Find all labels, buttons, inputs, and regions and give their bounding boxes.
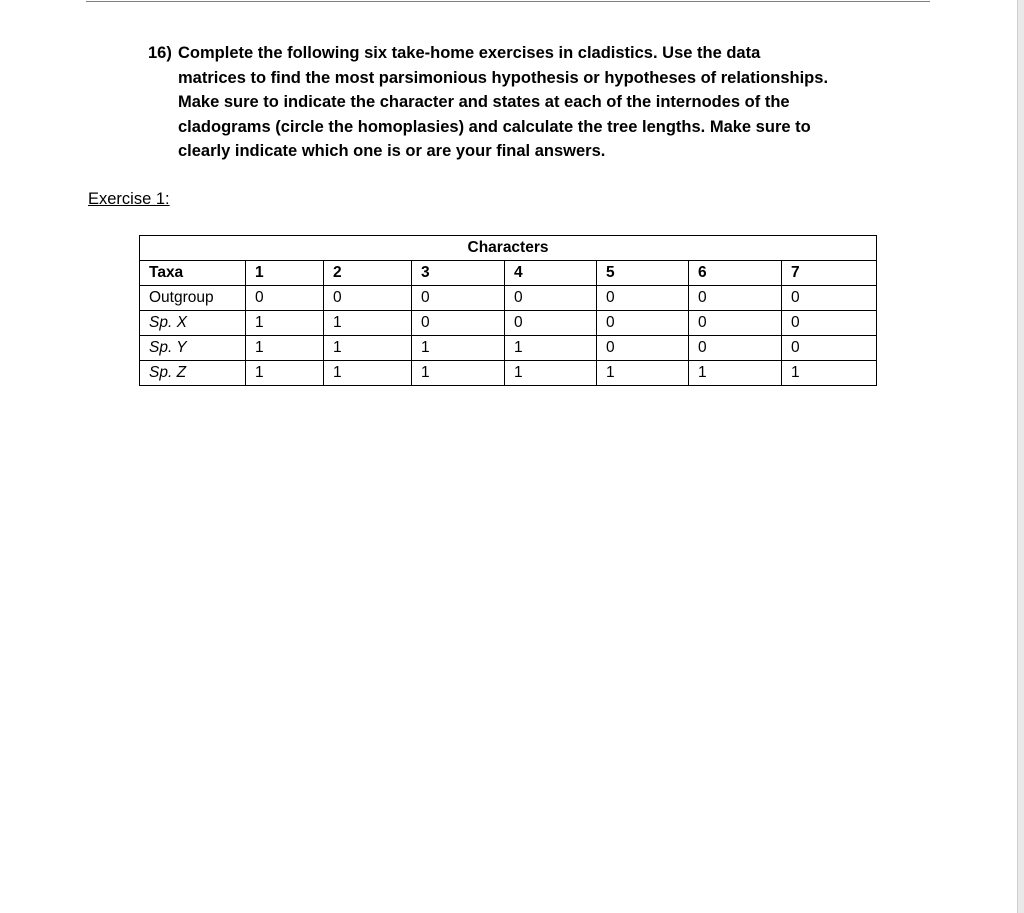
characters-header: Characters <box>140 236 877 261</box>
table-cell: 1 <box>782 361 877 386</box>
table-row-sp-x <box>140 311 877 336</box>
table-cell: 0 <box>505 286 597 311</box>
taxon-name: Sp. Y <box>140 336 246 361</box>
table-row-sp-y <box>140 336 877 361</box>
page-edge <box>1017 0 1024 913</box>
table-cell: 1 <box>324 361 412 386</box>
column-header: 7 <box>782 261 877 286</box>
column-header: 5 <box>597 261 689 286</box>
table-cell: 1 <box>412 361 505 386</box>
column-header: 4 <box>505 261 597 286</box>
top-rule <box>86 1 930 2</box>
table-cell: 0 <box>505 311 597 336</box>
question-line-2: matrices to find the most parsimonious hypothesis or hypotheses of relationships. <box>178 68 829 87</box>
table-cell: 1 <box>505 361 597 386</box>
table-cell: 0 <box>782 336 877 361</box>
table-cell: 0 <box>597 286 689 311</box>
table-cell: 1 <box>246 361 324 386</box>
question-number: 16) <box>148 44 172 62</box>
column-header: 3 <box>412 261 505 286</box>
table-cell: 1 <box>689 361 782 386</box>
table-cell: 1 <box>324 336 412 361</box>
table-cell: 0 <box>689 286 782 311</box>
table-cell: 1 <box>412 336 505 361</box>
character-matrix-table <box>139 235 877 386</box>
table-header-row <box>140 261 877 286</box>
question-line-1 <box>148 41 878 66</box>
table-cell: 0 <box>412 286 505 311</box>
table-cell: 1 <box>324 311 412 336</box>
table-cell: 0 <box>412 311 505 336</box>
table-cell: 1 <box>597 361 689 386</box>
table-cell: 0 <box>782 286 877 311</box>
table-cell: 1 <box>505 336 597 361</box>
table-row-sp-z <box>140 361 877 386</box>
question-line-4: cladograms (circle the homoplasies) and calculate the tree lengths. Make sure to <box>178 117 811 136</box>
table-cell: 1 <box>246 336 324 361</box>
taxa-header: Taxa <box>140 261 246 286</box>
table-cell: 0 <box>324 286 412 311</box>
column-header: 6 <box>689 261 782 286</box>
taxon-name: Sp. X <box>140 311 246 336</box>
table-group-header-row <box>140 236 877 261</box>
taxon-name: Outgroup <box>140 286 246 311</box>
table-cell: 0 <box>689 311 782 336</box>
exercise-heading: Exercise 1: <box>88 190 170 208</box>
table-cell: 0 <box>597 311 689 336</box>
table-cell: 0 <box>246 286 324 311</box>
table-cell: 0 <box>597 336 689 361</box>
table-cell: 0 <box>689 336 782 361</box>
question-line-5: clearly indicate which one is or are your final answers. <box>178 142 606 160</box>
taxon-name: Sp. Z <box>140 361 246 386</box>
table-row-outgroup <box>140 286 877 311</box>
table-cell: 1 <box>246 311 324 336</box>
question-text <box>148 41 878 164</box>
column-header: 2 <box>324 261 412 286</box>
question-line-3: Make sure to indicate the character and states at each of the internodes of the <box>178 93 790 111</box>
column-header: 1 <box>246 261 324 286</box>
question-line-1-text: Complete the following six take-home exercises in cladistics. Use the data <box>178 44 761 62</box>
table-cell: 0 <box>782 311 877 336</box>
